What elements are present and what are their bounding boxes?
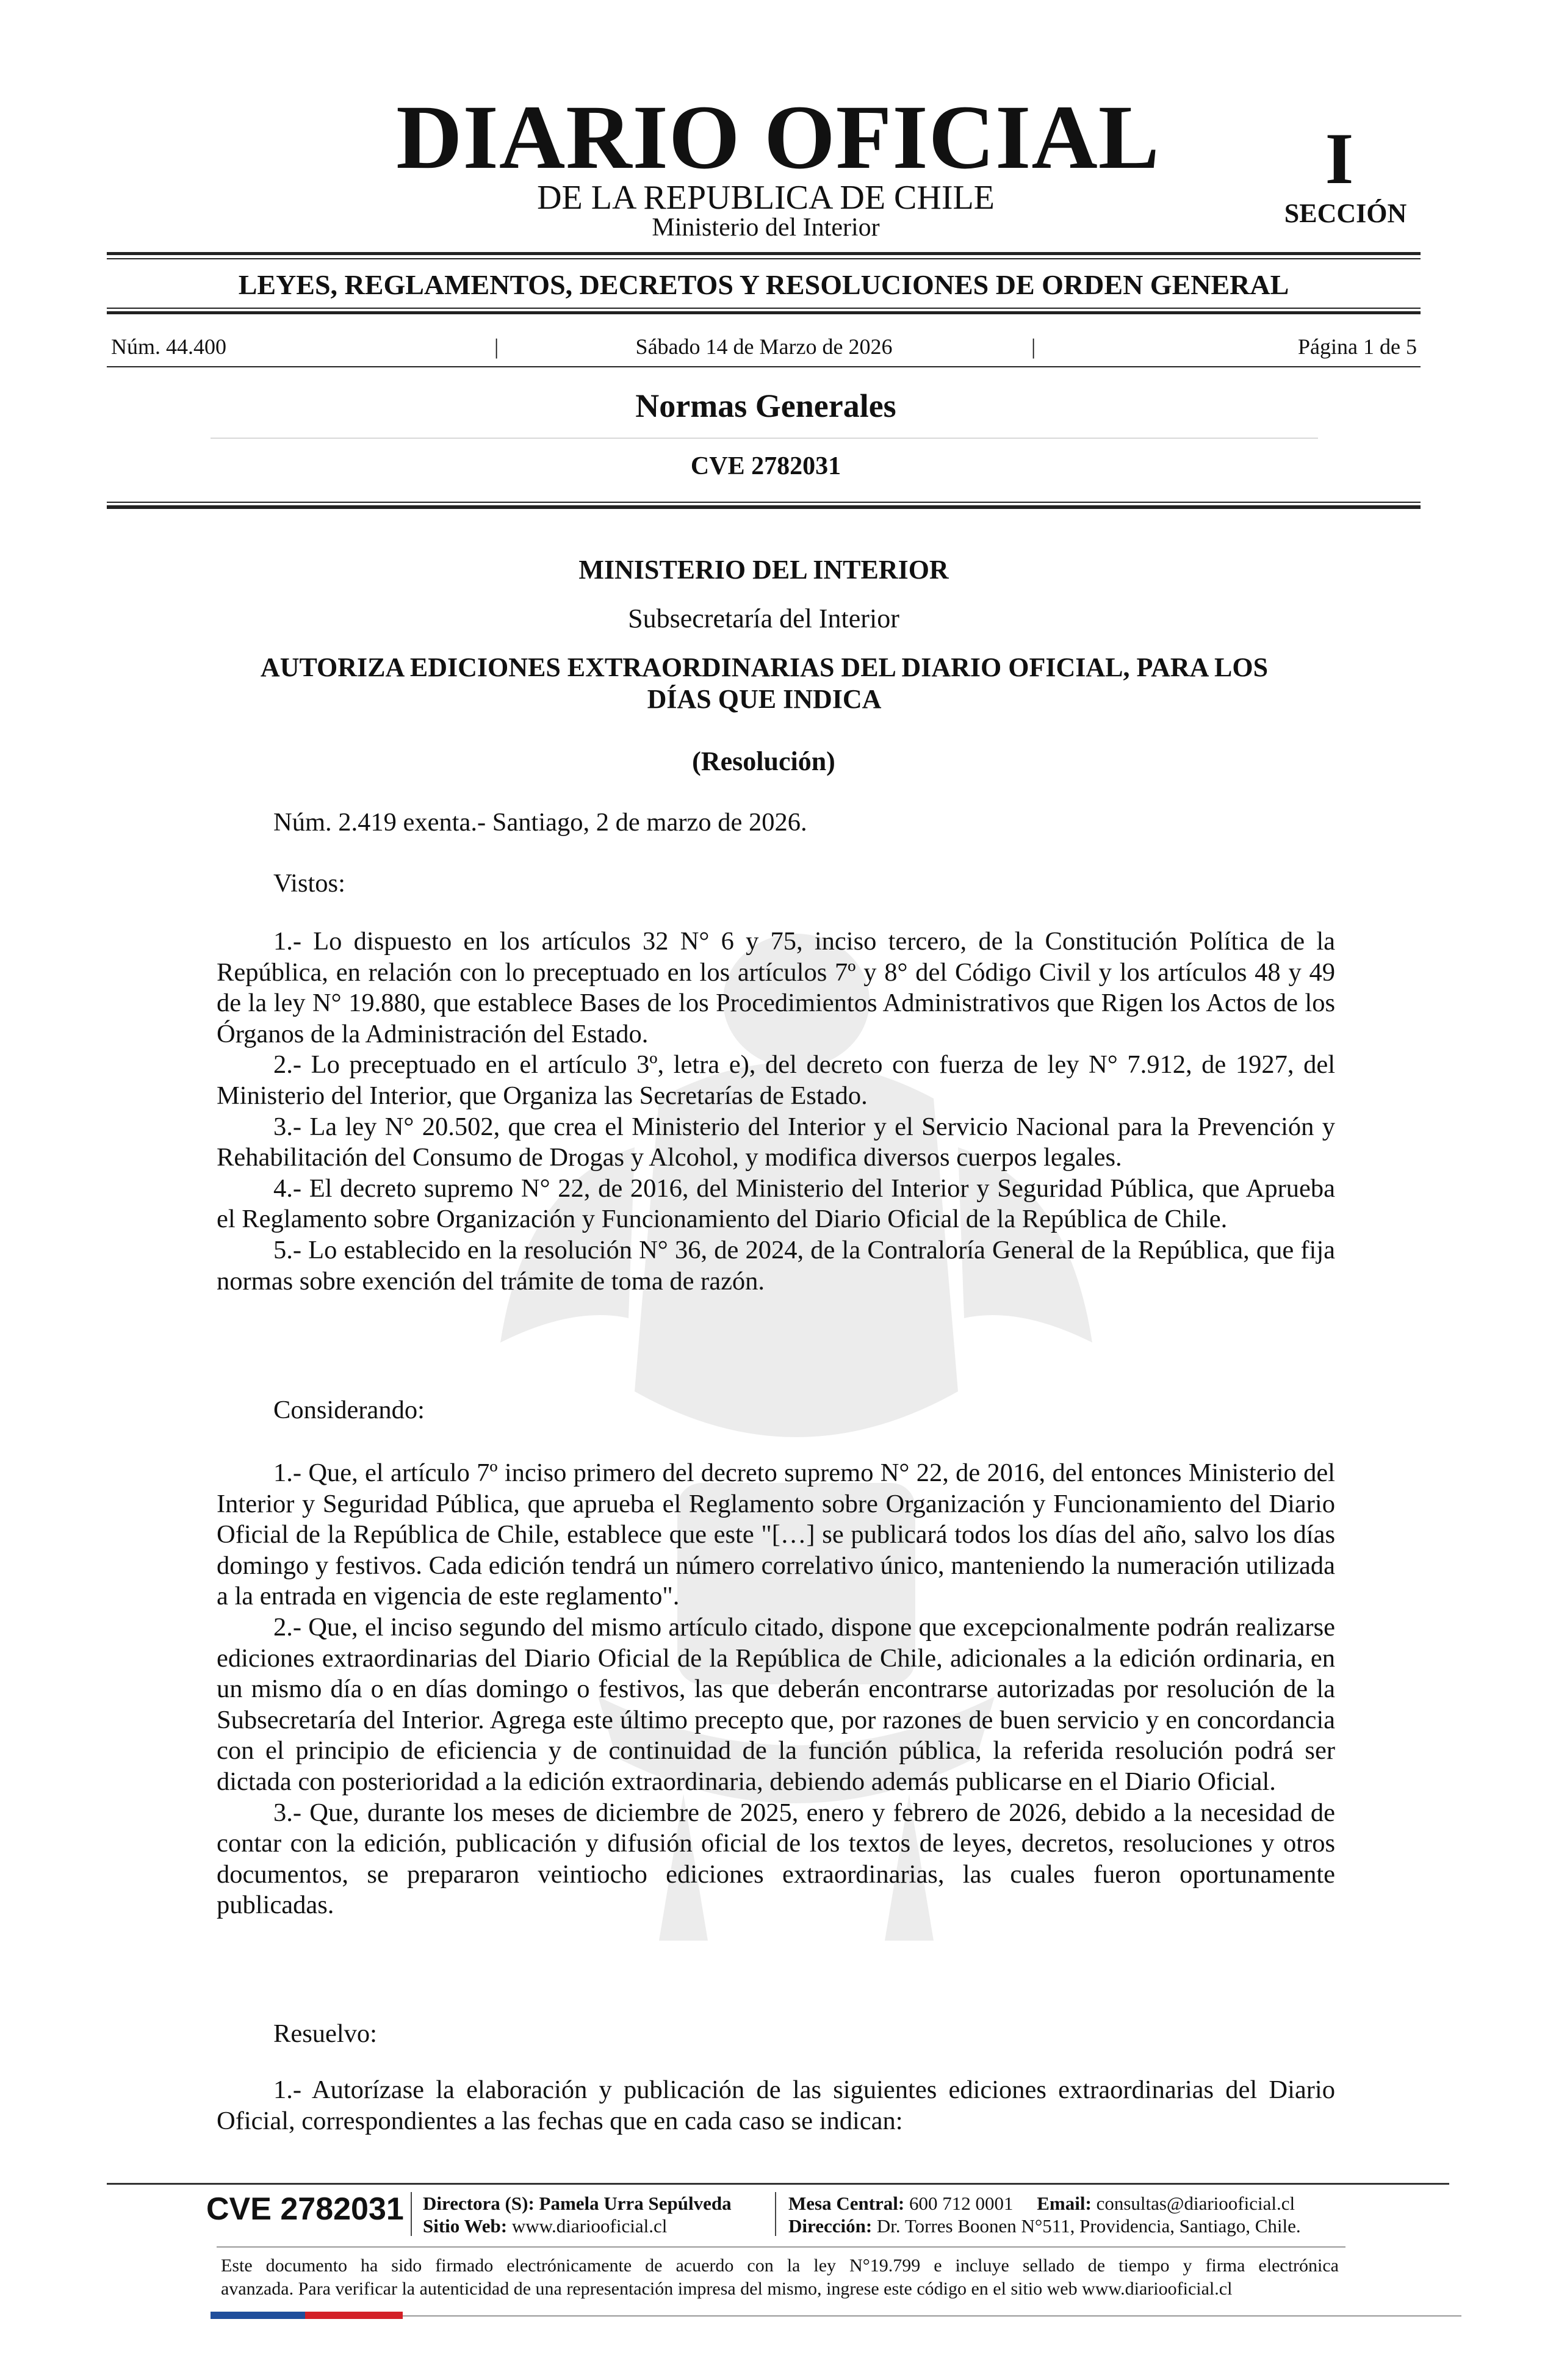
website-label: Sitio Web: <box>423 2215 508 2237</box>
page-indicator: Página 1 de 5 <box>1298 334 1417 359</box>
issue-date: Sábado 14 de Marzo de 2026 <box>635 334 893 359</box>
section-heading-rule <box>211 438 1318 439</box>
meta-separator: | <box>494 334 499 359</box>
cve-rule-thick <box>107 505 1421 509</box>
signature-note-line: avanzada. Para verificar la autenticidad de una representación impresa del mismo, ingrese este código en el sitio web www.diariooficial.cl <box>221 2279 1233 2299</box>
website-link[interactable]: www.diariooficial.cl <box>511 2215 668 2237</box>
vistos-item: 5.- Lo establecido en la resolución N° 36, de 2024, de la Contraloría General de la República, que fija normas sobre exención del trámite de toma de razón. <box>217 1235 1335 1296</box>
footer-rule-mid <box>217 2246 1345 2248</box>
considerando-item: 2.- Que, el inciso segundo del mismo artículo citado, dispone que excepcionalmente podrán realizarse ediciones extraordinarias del Diario Oficial de la República de Chile, adicionales a la edición ordinaria, en un mismo día o en días domingo o festivos, las que deberán encontrarse autorizadas por resolución de la Subsecretaría del Interior. Agrega este último precepto que, por razones de buen servicio y en concordancia con el principio de eficiencia y de continuidad de la función pública, la referida resolución podrá ser dictada con posterioridad a la edición extraordinaria, debiendo además publicarse en el Diario Oficial. <box>217 1612 1335 1796</box>
footer-cve-code: CVE 2782031 <box>206 2191 404 2227</box>
section-number: I <box>1325 118 1354 199</box>
document-title-line: DÍAS QUE INDICA <box>647 684 882 714</box>
resuelvo-list <box>217 2075 1335 2137</box>
resolution-number: Núm. 2.419 exenta.- Santiago, 2 de marzo de 2026. <box>273 808 807 837</box>
masthead-title: DIARIO OFICIAL <box>396 87 1160 188</box>
footer-contact-block <box>788 2192 1301 2237</box>
footer-divider <box>411 2192 412 2236</box>
vistos-item: 2.- Lo preceptuado en el artículo 3º, letra e), del decreto con fuerza de ley N° 7.912, de 1927, del Ministerio del Interior, que Organiza las Secretarías de Estado. <box>217 1050 1335 1110</box>
section-heading: Normas Generales <box>635 388 896 424</box>
meta-rule <box>107 366 1421 367</box>
ministry-heading: MINISTERIO DEL INTERIOR <box>578 555 949 585</box>
email-label: Email: <box>1037 2193 1092 2214</box>
flag-stripe-blue <box>211 2312 305 2319</box>
masthead-ministry: Ministerio del Interior <box>652 214 880 242</box>
cve-rule-thin <box>107 502 1421 503</box>
issue-meta-row <box>111 334 1417 358</box>
phone-label: Mesa Central: <box>788 2193 905 2214</box>
phone-number: 600 712 0001 <box>909 2193 1014 2214</box>
director-name: Pamela Urra Sepúlveda <box>539 2193 732 2214</box>
masthead-rule-thin <box>107 258 1421 259</box>
vistos-heading: Vistos: <box>273 869 345 898</box>
masthead-rule-thick <box>107 252 1421 255</box>
considerando-list <box>217 1458 1335 1921</box>
address-text: Dr. Torres Boonen N°511, Providencia, Santiago, Chile. <box>876 2215 1301 2237</box>
cve-code: CVE 2782031 <box>690 452 841 480</box>
signature-note-line: Este documento ha sido firmado electrónicamente de acuerdo con la ley N°19.799 e incluye sellado de tiempo y firma electrónica <box>221 2256 1339 2276</box>
vistos-list <box>217 926 1335 1297</box>
resuelvo-heading: Resuelvo: <box>273 2019 377 2048</box>
subsecretaria-heading: Subsecretaría del Interior <box>628 604 899 633</box>
document-type: (Resolución) <box>692 746 835 776</box>
vistos-item: 1.- Lo dispuesto en los artículos 32 N° 6 y 75, inciso tercero, de la Constitución Política de la República, en relación con lo preceptuado en los artículos 7º y 8° del Código Civil y los artículos 48 y 49 de la ley N° 19.880, que establece Bases de los Procedimientos Administrativos que Rigen los Actos de los Órganos de la Administración del Estado. <box>217 927 1335 1048</box>
masthead-subtitle: DE LA REPUBLICA DE CHILE <box>537 179 995 217</box>
director-label: Directora (S): <box>423 2193 535 2214</box>
resuelvo-item: 1.- Autorízase la elaboración y publicación de las siguientes ediciones extraordinarias del Diario Oficial, correspondientes a las fechas que en cada caso se indican: <box>217 2075 1335 2135</box>
issue-number: Núm. 44.400 <box>111 334 226 359</box>
meta-separator: | <box>1031 334 1036 359</box>
flag-stripe-red <box>305 2312 403 2319</box>
section-label: SECCIÓN <box>1284 198 1407 228</box>
footer-divider <box>775 2192 776 2236</box>
email-link[interactable]: consultas@diariooficial.cl <box>1096 2193 1295 2214</box>
address-label: Dirección: <box>788 2215 873 2237</box>
document-title-line: AUTORIZA EDICIONES EXTRAORDINARIAS DEL DIARIO OFICIAL, PARA LOS <box>260 652 1269 682</box>
considerando-item: 3.- Que, durante los meses de diciembre de 2025, enero y febrero de 2026, debido a la necesidad de contar con la edición, publicación y difusión oficial de los textos de leyes, decretos, resoluciones y otros documentos, se prepararon veintiocho ediciones extraordinarias, las cuales fueron oportunamente publicadas. <box>217 1798 1335 1920</box>
document-title <box>201 652 1327 715</box>
considerando-heading: Considerando: <box>273 1396 425 1424</box>
footer-rule-bottom <box>403 2315 1461 2317</box>
banner-rule-thick <box>107 311 1421 314</box>
footer-rule <box>107 2183 1449 2185</box>
banner-rule-thin <box>107 308 1421 309</box>
vistos-item: 3.- La ley N° 20.502, que crea el Ministerio del Interior y el Servicio Nacional para la Prevención y Rehabilitación del Consumo de Drogas y Alcohol, y modifica diversos cuerpos legales. <box>217 1112 1335 1172</box>
considerando-item: 1.- Que, el artículo 7º inciso primero del decreto supremo N° 22, de 2016, del entonces Ministerio del Interior y Seguridad Pública, que aprueba el Reglamento sobre Organización y Funcionamiento del Diario Oficial de la República de Chile, establece que este "[…] se publicará todos los días del año, salvo los días domingo y festivos. Cada edición tendrá un número correlativo único, manteniendo la numeración utilizada a la entrada en vigencia de este reglamento". <box>217 1459 1335 1611</box>
banner: LEYES, REGLAMENTOS, DECRETOS Y RESOLUCIONES DE ORDEN GENERAL <box>238 269 1289 300</box>
vistos-item: 4.- El decreto supremo N° 22, de 2016, del Ministerio del Interior y Seguridad Pública, que Aprueba el Reglamento sobre Organización y Funcionamiento del Diario Oficial de la República de Chile. <box>217 1174 1335 1234</box>
footer-director-block <box>423 2192 732 2237</box>
signature-note <box>221 2254 1339 2301</box>
